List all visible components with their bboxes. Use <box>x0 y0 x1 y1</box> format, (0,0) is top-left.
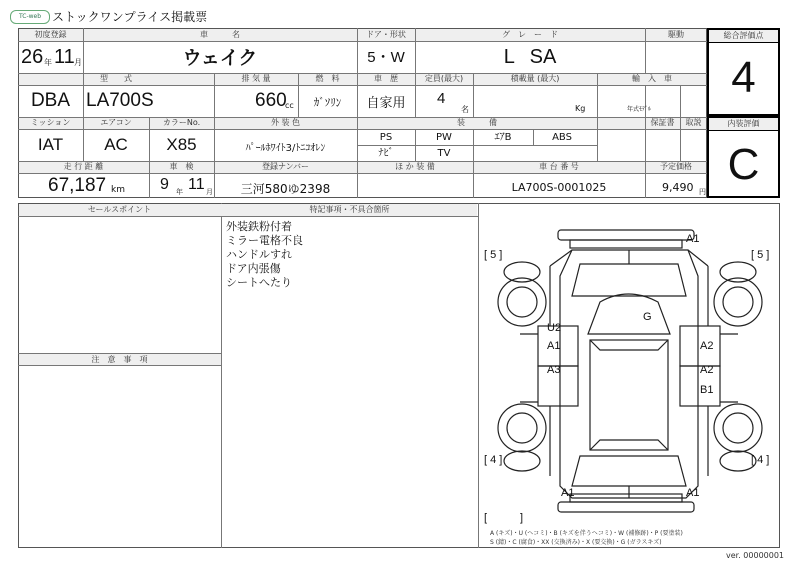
aircon: AC <box>104 135 128 154</box>
price-label: 予定価格 <box>660 162 692 171</box>
car-name: ウェイク <box>182 47 258 69</box>
overall-score: 4 <box>731 53 756 102</box>
displacement-label: 排 気 量 <box>241 74 271 83</box>
bracket-left-top: [ 5 ] <box>484 249 503 261</box>
warranty-label: 保証書 <box>650 118 675 127</box>
damage-mark-right-rear-a: A2 <box>700 364 714 376</box>
load-unit: Kg <box>575 104 586 113</box>
interior-score-label: 内装評価 <box>727 119 760 128</box>
car-diagram <box>480 206 778 528</box>
plate-label: 登録ナンバー <box>261 162 310 171</box>
legend-line-2: S (錆)・C (腐食)・XX (交換済み)・X (要交換)・G (ガラスキズ) <box>490 539 662 546</box>
damage-mark-left-rear-door: A3 <box>547 364 561 376</box>
displacement-unit: cc <box>285 101 294 110</box>
page-title: ストックワンプライス掲載票 <box>52 10 208 24</box>
damage-mark-front: A1 <box>686 233 700 245</box>
note-item: ミラー電格不良 <box>226 234 303 247</box>
equipment-tv: TV <box>437 148 451 159</box>
equipment-airbag: ｴｱB <box>494 132 512 143</box>
damage-mark-right-front-door: A2 <box>700 340 714 352</box>
equipment-ps: PS <box>379 132 393 143</box>
fuel-label: 燃 料 <box>315 74 340 83</box>
import-label: 輸 入 車 <box>632 74 672 83</box>
first-reg-year-unit: 年 <box>44 58 52 67</box>
model: LA700S <box>86 90 154 111</box>
fuel: ｶﾞｿﾘﾝ <box>313 96 342 109</box>
mileage-label: 走 行 距 離 <box>63 162 104 171</box>
history: 自家用 <box>366 96 406 111</box>
notes-list <box>226 220 303 290</box>
load-label: 積載量 (最大) <box>510 74 560 83</box>
version: ver. 00000001 <box>726 551 785 560</box>
bracket-bottom: [ ] <box>484 512 524 524</box>
import-note: 年式ﾓﾃﾞﾙ <box>627 106 652 113</box>
mileage: 67,187 <box>48 175 107 196</box>
aircon-label: エアコン <box>100 118 132 127</box>
damage-mark-left-fender: U2 <box>547 322 562 334</box>
color-no: X85 <box>166 135 197 154</box>
inspection-year-unit: 年 <box>176 188 183 196</box>
price: 9,490 <box>662 181 694 194</box>
note-item: シートへたり <box>226 276 292 289</box>
first-reg-label: 初度登録 <box>34 30 67 39</box>
mission: IAT <box>37 135 64 154</box>
chassis-label: 車 台 番 号 <box>539 162 579 171</box>
inspection-month: 11 <box>188 176 205 193</box>
inspection-label: 車 検 <box>169 162 194 171</box>
bracket-right-bottom: [ 4 ] <box>751 454 770 466</box>
capacity-label: 定員(最大) <box>424 74 464 83</box>
price-unit: 円 <box>699 188 706 196</box>
logo: TC-web <box>10 10 50 24</box>
model-label: 型 式 <box>100 74 132 83</box>
capacity-unit: 名 <box>461 105 469 114</box>
damage-mark-rear-right: A1 <box>686 487 700 499</box>
exterior-color-label: 外 装 色 <box>270 118 301 127</box>
history-label: 車 歴 <box>374 74 398 83</box>
damage-mark-rear-left: A1 <box>561 487 575 499</box>
damage-mark-right-rear-b: B1 <box>700 384 714 396</box>
caution-label: 注 意 事 項 <box>91 355 148 364</box>
damage-mark-left-front-door: A1 <box>547 340 561 352</box>
grade: L SA <box>503 46 557 68</box>
sales-point-label: セールスポイント <box>87 205 152 214</box>
first-reg-month: 11 <box>54 46 75 68</box>
equipment-abs: ABS <box>552 132 572 143</box>
bracket-left-bottom: [ 4 ] <box>484 454 503 466</box>
equipment-label: 装 備 <box>457 118 497 127</box>
interior-score: C <box>727 140 760 189</box>
mission-label: ミッション <box>30 118 71 127</box>
other-equipment-label: ほ か 装 備 <box>395 162 435 171</box>
equipment-navi: ﾅﾋﾞ <box>378 148 394 159</box>
note-item: 外装鉄粉付着 <box>226 220 292 233</box>
manual-label: 取説 <box>685 118 702 127</box>
equipment-pw: PW <box>436 132 452 143</box>
color-no-label: カラーNo. <box>162 118 201 127</box>
note-item: ハンドルすれ <box>226 248 292 261</box>
drive-label: 駆動 <box>668 30 684 39</box>
capacity: 4 <box>437 90 446 107</box>
name-label: 車 名 <box>200 30 240 39</box>
bracket-right-top: [ 5 ] <box>751 249 770 261</box>
damage-mark-roof: G <box>643 311 652 323</box>
plate: 三河580ゆ2398 <box>240 182 331 196</box>
inspection-year: 9 <box>160 176 169 193</box>
legend-line-1: A (キズ)・U (ヘコミ)・B (キズを伴うヘコミ)・W (補修跡)・P (要塗装) <box>490 530 683 537</box>
grade-label: グ レ ー ド <box>502 30 558 39</box>
displacement: 660 <box>255 90 287 111</box>
door-shape-label: ドア・形状 <box>366 30 406 39</box>
door-shape: 5・W <box>367 49 405 66</box>
inspection-month-unit: 月 <box>206 188 213 196</box>
exterior-color: ﾊﾟｰﾙﾎﾜｲﾄ3/ﾄﾆｺｵﾚﾝ <box>245 143 326 154</box>
note-item: ドア内張傷 <box>226 262 281 275</box>
first-reg-year: 26 <box>21 46 44 68</box>
first-reg-month-unit: 月 <box>74 58 82 67</box>
overall-score-label: 総合評価点 <box>723 31 764 40</box>
notes-title: 特記事項・不具合箇所 <box>309 205 390 214</box>
mileage-unit: km <box>111 185 125 195</box>
model-prefix: DBA <box>30 90 71 111</box>
chassis: LA700S-0001025 <box>511 181 607 194</box>
